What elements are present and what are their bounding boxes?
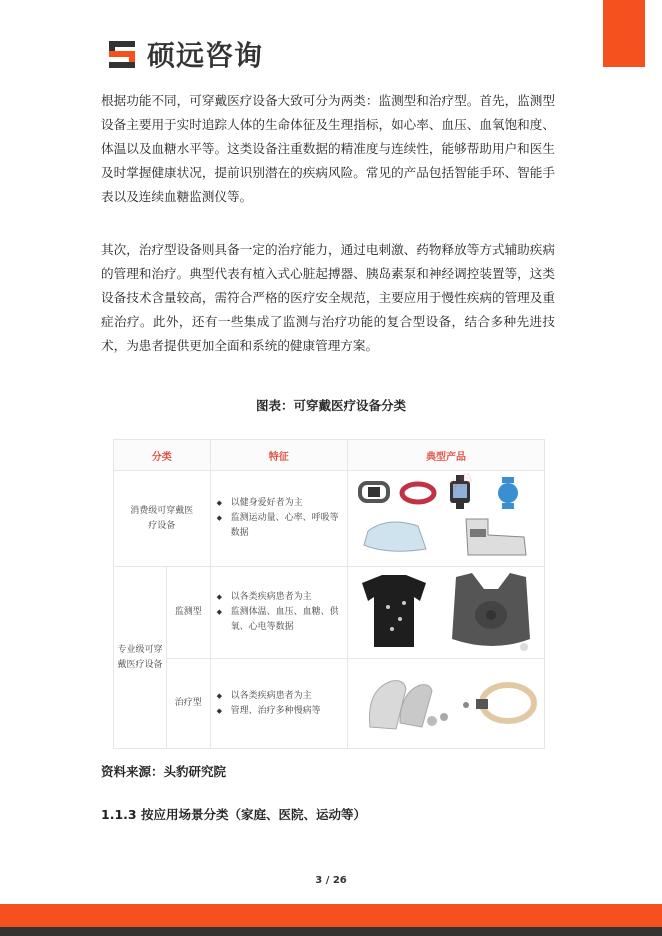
products-monitor [348, 567, 545, 659]
feature-item: ◆ 以健身爱好者为主 [217, 496, 347, 511]
feature-item: ◆ 以各类疾病患者为主 [217, 689, 347, 704]
feature-item: ◆ 监测运动量、心率、呼吸等数据 [217, 511, 347, 541]
watermark-text: 头豹 [446, 471, 475, 495]
page-number: 3 / 26 [315, 875, 347, 886]
features-monitor [210, 567, 347, 659]
header-features: 特征 [210, 440, 347, 471]
footer-band [0, 904, 662, 927]
figure-caption: 图表：可穿戴医疗设备分类 [255, 398, 406, 413]
category-consumer-label: 消费级可穿戴医疗设备 [130, 505, 194, 531]
category-medical-label: 专业级可穿戴医疗设备 [117, 644, 163, 670]
header-category: 分类 [114, 440, 211, 471]
logo-mark-icon [107, 38, 139, 70]
figure-source: 资料来源：头豹研究院 [101, 764, 227, 779]
logo-text: 硕远咨询 [147, 39, 264, 72]
subcategory-monitor: 监测型 [166, 567, 210, 659]
brand-logo [107, 36, 263, 72]
features-therapy [210, 659, 347, 749]
paragraph-2: 其次，治疗型设备则具备一定的治疗能力，通过电刺激、药物释放等方式辅助疾病的管理和治疗。典型代表有植入式心脏起搏器、胰岛素泵和神经调控装置等，这类设备技术含量较高，需符合严格的医疗安全规范，主要应用于慢性疾病的管理及重症治疗。此外，还有一些集成了监测与治疗功能的复合型设备，结合多种先进技术，为患者提供更加全面和系统的健康管理方案。 [101, 242, 555, 353]
feature-item: ◆ 以各类疾病患者为主 [217, 590, 347, 605]
feature-item: ◆ 管理、治疗多种慢病等 [217, 704, 347, 719]
products-therapy [348, 659, 545, 749]
monitor-products-image [348, 567, 544, 655]
therapy-products-image [348, 659, 544, 745]
features-consumer [210, 471, 347, 567]
footer-bottom-bar [0, 927, 662, 936]
subcategory-therapy: 治疗型 [166, 659, 210, 749]
classification-figure [113, 439, 545, 736]
section-heading: 1.1.3 按应用场景分类（家庭、医院、运动等） [101, 807, 366, 822]
feature-item: ◆ 监测体温、血压、血糖、供氧、心电等数据 [217, 605, 347, 635]
header-products: 典型产品 [348, 440, 545, 471]
category-medical [114, 567, 167, 749]
products-consumer [348, 471, 545, 567]
classification-table [113, 439, 545, 749]
corner-accent-block [603, 0, 645, 67]
paragraph-1: 根据功能不同，可穿戴医疗设备大致可分为两类：监测型和治疗型。首先，监测型设备主要用于实时追踪人体的生命体征及生理指标，如心率、血压、血氧饱和度、体温以及血糖水平等。这类设备注重数据的精准度与连续性，能够帮助用户和医生及时掌握健康状况，提前识别潜在的疾病风险。常见的产品包括智能手环、智能手表以及连续血糖监测仪等。 [101, 93, 555, 204]
consumer-products-image [348, 471, 544, 563]
category-consumer [114, 471, 211, 567]
